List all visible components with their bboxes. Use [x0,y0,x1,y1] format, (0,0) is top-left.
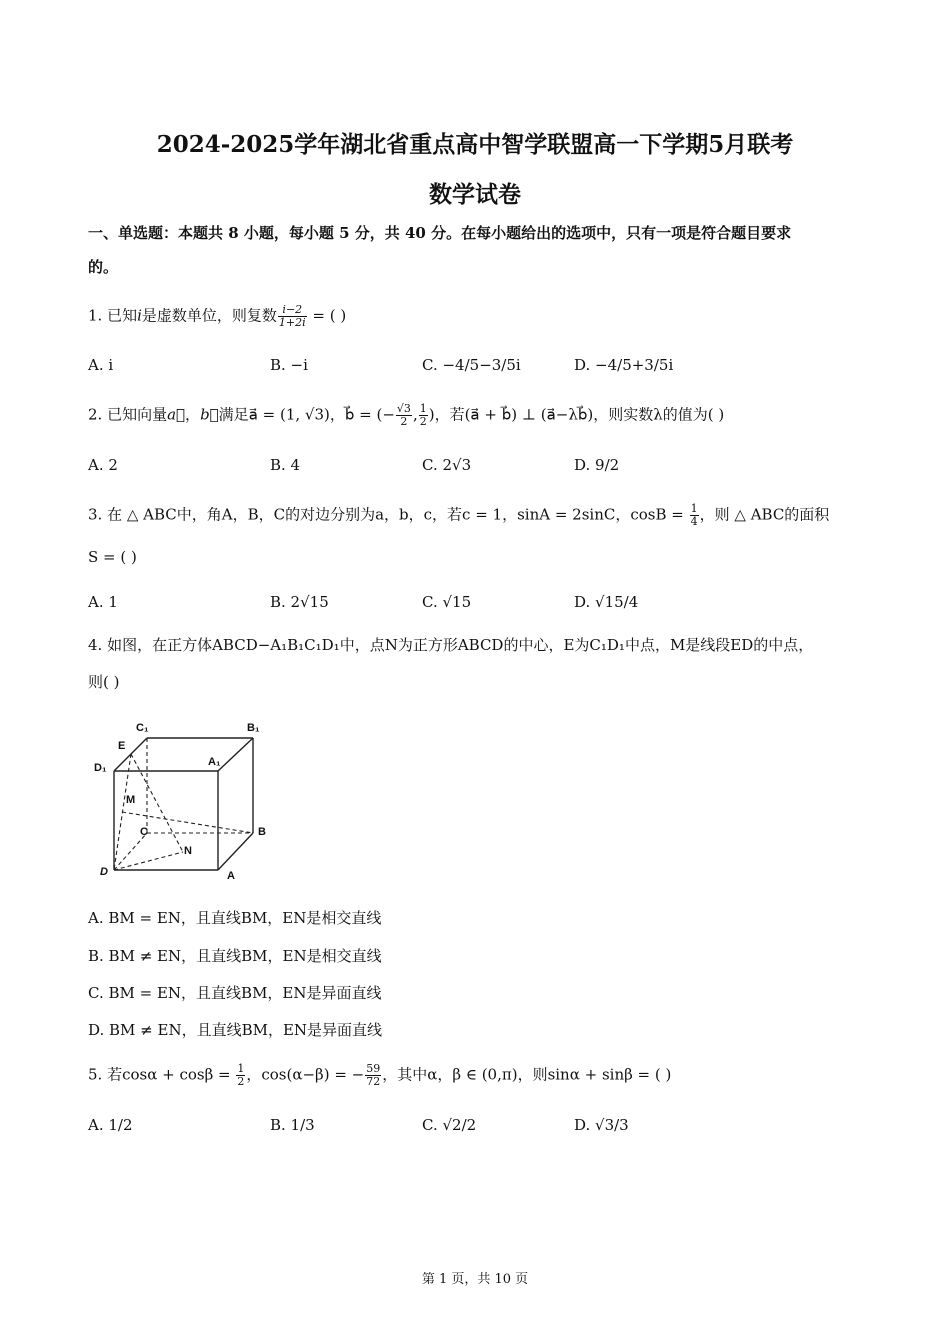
q2-fraction-2 [419,403,428,428]
q5-text-pre: 5. 若cosα + cosβ = [88,1065,236,1084]
q2-frac2-num: 1 [419,402,427,415]
q1-option-c[interactable]: C. −4/5−3/5i [422,356,521,374]
label-d: D [100,866,108,878]
q4-option-a[interactable]: A. BM = EN，且直线BM，EN是相交直线 [88,909,382,927]
q1-fraction [278,304,307,329]
q5-option-d[interactable]: D. √3/3 [574,1116,629,1134]
label-m: M [126,794,136,806]
q2-text-a: 2. 已知向量 [88,405,168,424]
q1-frac-num: i−2 [278,304,307,317]
q2-option-d[interactable]: D. 9/2 [574,456,620,474]
q3-fraction [690,503,699,528]
page-footer: 第 1 页，共 10 页 [421,1272,529,1287]
section-heading-line1: 一、单选题：本题共 8 小题，每小题 5 分，共 40 分。在每小题给出的选项中，只有一项是符合题目要求 [88,224,792,242]
q2-comma: ， [185,405,201,424]
label-b1: B₁ [247,722,260,734]
q5-frac1-den: 2 [237,1075,245,1088]
q4-option-c[interactable]: C. BM = EN，且直线BM，EN是异面直线 [88,984,382,1002]
q2-condition: ，若(a⃗ + b⃗) ⊥ (a⃗−λb⃗)，则实数λ的值为( ) [434,405,725,424]
label-a: A [227,870,235,882]
section-heading-line2: 的。 [88,258,119,276]
q5-options [88,1112,868,1138]
q5-fraction-1 [236,1063,245,1088]
q1-option-d[interactable]: D. −4/5+3/5i [574,356,674,374]
q2-options [88,452,868,478]
q3-text-a: 3. 在 △ ABC中，角A，B，C的对边分别为a，b，c，若c = 1，sinA = 2sinC，cosB = [88,505,689,524]
q5-option-a[interactable]: A. 1/2 [88,1116,133,1134]
q2-b-eq-pre: ，b⃗ = (− [329,405,395,424]
q3-frac-den: 4 [690,515,698,528]
q2-b-comma: , [412,405,418,424]
q1-frac-den: 1+2i [278,316,306,329]
q4-option-d[interactable]: D. BM ≠ EN，且直线BM，EN是异面直线 [88,1021,383,1039]
q3-option-b[interactable]: B. 2√15 [270,593,329,611]
q5-option-c[interactable]: C. √2/2 [422,1116,477,1134]
q1-imag-unit: i [137,306,142,325]
q5-frac2-num: 59 [366,1062,381,1075]
q2-b-eq-post: ) [428,405,435,424]
question-3-line1 [88,503,868,528]
section-heading [88,216,858,284]
q2-a-equation: a⃗ = (1, √3) [248,405,330,424]
question-5 [88,1063,868,1088]
q1-text-pre: 1. 已知 [88,306,138,325]
q2-frac1-den: 2 [400,415,408,428]
cube-figure [90,715,290,887]
q3-frac-num: 1 [690,502,698,515]
question-1 [88,304,868,329]
label-b: B [258,826,266,838]
q5-fraction-2 [365,1063,381,1088]
q2-option-a[interactable]: A. 2 [88,456,118,474]
question-3-line2: S = ( ) [88,548,137,566]
q2-frac2-den: 2 [419,415,427,428]
q3-option-c[interactable]: C. √15 [422,593,472,611]
label-d1: D₁ [94,762,107,774]
q1-option-a[interactable]: A. i [88,356,114,374]
question-4-line2: 则( ) [88,673,120,691]
label-a1: A₁ [208,756,221,768]
q2-option-c[interactable]: C. 2√3 [422,456,472,474]
question-4-line1: 4. 如图，在正方体ABCD−A₁B₁C₁D₁中，点N为正方形ABCD的中心，E为C₁D₁中点，M是线段ED的中点， [88,636,814,654]
q3-options [88,589,868,615]
q2-vector-b: b⃗ [200,405,219,424]
q5-text-mid: ，cos(α−β) = − [246,1065,365,1084]
q2-vector-a: a⃗ [167,405,186,424]
q2-fraction-1 [396,403,412,428]
q3-option-d[interactable]: D. √15/4 [574,593,639,611]
q4-option-b[interactable]: B. BM ≠ EN，且直线BM，EN是相交直线 [88,947,382,965]
label-n: N [184,845,192,857]
exam-title: 2024-2025学年湖北省重点高中智学联盟高一下学期5月联考 [156,131,794,158]
q1-text-post: = ( ) [307,306,347,325]
q5-text-post: ，其中α，β ∈ (0,π)，则sinα + sinβ = ( ) [382,1065,672,1084]
q5-frac1-num: 1 [237,1062,245,1075]
q2-frac1-num: √3 [396,402,411,415]
q3-option-a[interactable]: A. 1 [88,593,118,611]
q3-text-b: ，则 △ ABC的面积 [699,505,830,524]
q1-options [88,352,868,378]
q1-text-mid: 是虚数单位，则复数 [141,306,277,325]
q2-text-b: 满足 [218,405,249,424]
label-c1: C₁ [136,722,149,734]
question-2 [88,403,868,428]
q5-frac2-den: 72 [366,1075,381,1088]
q2-option-b[interactable]: B. 4 [270,456,301,474]
exam-subtitle: 数学试卷 [429,181,521,208]
label-e: E [118,740,126,752]
q1-option-b[interactable]: B. −i [270,356,308,374]
label-c: C [140,826,148,838]
q5-option-b[interactable]: B. 1/3 [270,1116,315,1134]
